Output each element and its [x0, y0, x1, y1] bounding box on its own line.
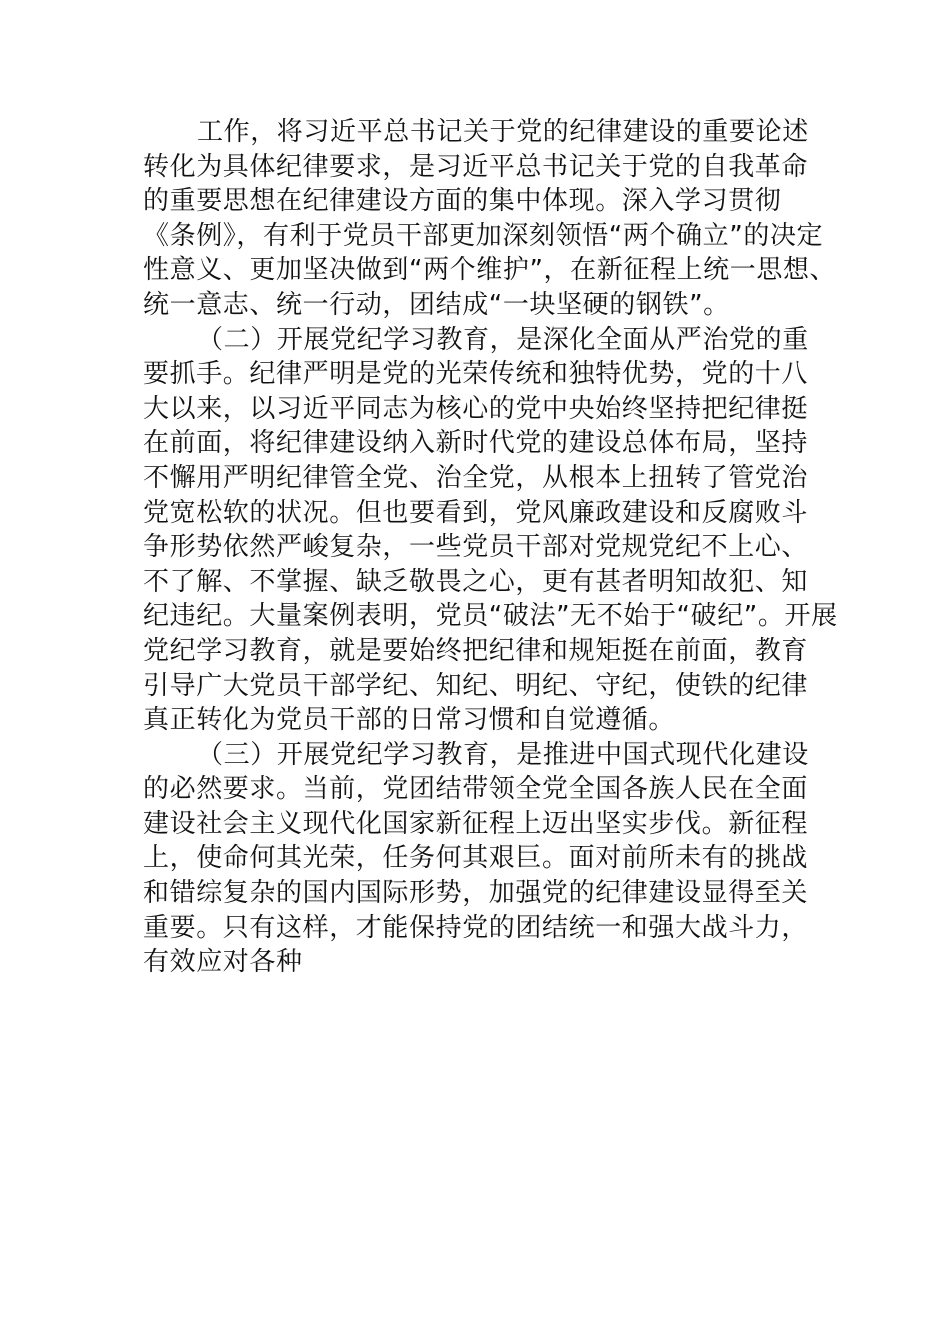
text-line: （二）开展党纪学习教育，是深化全面从严治党的重 — [197, 324, 809, 355]
text-line: 工作，将习近平总书记关于党的纪律建设的重要论述 — [197, 117, 809, 147]
text-line: 在前面，将纪律建设纳入新时代党的建设总体布局，坚持 — [143, 428, 809, 459]
text-line: 性意义、更加坚决做到“两个维护”，在新征程上统一思想、 — [143, 255, 837, 286]
text-line: 党宽松软的状况。但也要看到，党风廉政建设和反腐败斗 — [143, 497, 809, 528]
text-line: 建设社会主义现代化国家新征程上迈出坚实步伐。新征程 — [143, 808, 809, 839]
text-line: 和错综复杂的国内国际形势，加强党的纪律建设显得至关 — [143, 878, 809, 909]
text-line: 引导广大党员干部学纪、知纪、明纪、守纪，使铁的纪律 — [143, 670, 809, 701]
text-line: 党纪学习教育，就是要始终把纪律和规矩挺在前面，教育 — [143, 635, 809, 666]
text-line: 要抓手。纪律严明是党的光荣传统和独特优势，党的十八 — [143, 359, 809, 390]
text-line: 的必然要求。当前，党团结带领全党全国各族人民在全面 — [143, 774, 809, 805]
text-line: 不了解、不掌握、缺乏敬畏之心，更有甚者明知故犯、知 — [143, 566, 809, 597]
text-line: 真正转化为党员干部的日常习惯和自觉遵循。 — [143, 705, 676, 736]
body-text — [143, 115, 838, 980]
text-line: 上，使命何其光荣，任务何其艰巨。面对前所未有的挑战 — [143, 843, 809, 874]
text-line: 重要。只有这样，才能保持党的团结统一和强大战斗力， — [143, 912, 809, 943]
text-line: 有效应对各种 — [143, 947, 303, 978]
text-line: 统一意志、统一行动，团结成“一块坚硬的钢铁”。 — [143, 289, 730, 320]
text-line: 《条例》，有利于党员干部更加深刻领悟“两个确立”的决定 — [143, 220, 824, 251]
text-line: 不懈用严明纪律管全党、治全党，从根本上扭转了管党治 — [143, 462, 809, 493]
text-line: 争形势依然严峻复杂，一些党员干部对党规党纪不上心、 — [143, 532, 809, 563]
text-line: 纪违纪。大量案例表明，党员“破法”无不始于“破纪”。开展 — [143, 601, 838, 632]
text-line: （三）开展党纪学习教育，是推进中国式现代化建设 — [197, 739, 809, 770]
text-line: 转化为具体纪律要求，是习近平总书记关于党的自我革命 — [143, 151, 809, 182]
text-line: 的重要思想在纪律建设方面的集中体现。深入学习贯彻 — [143, 186, 782, 217]
text-line: 大以来，以习近平同志为核心的党中央始终坚持把纪律挺 — [143, 393, 809, 424]
